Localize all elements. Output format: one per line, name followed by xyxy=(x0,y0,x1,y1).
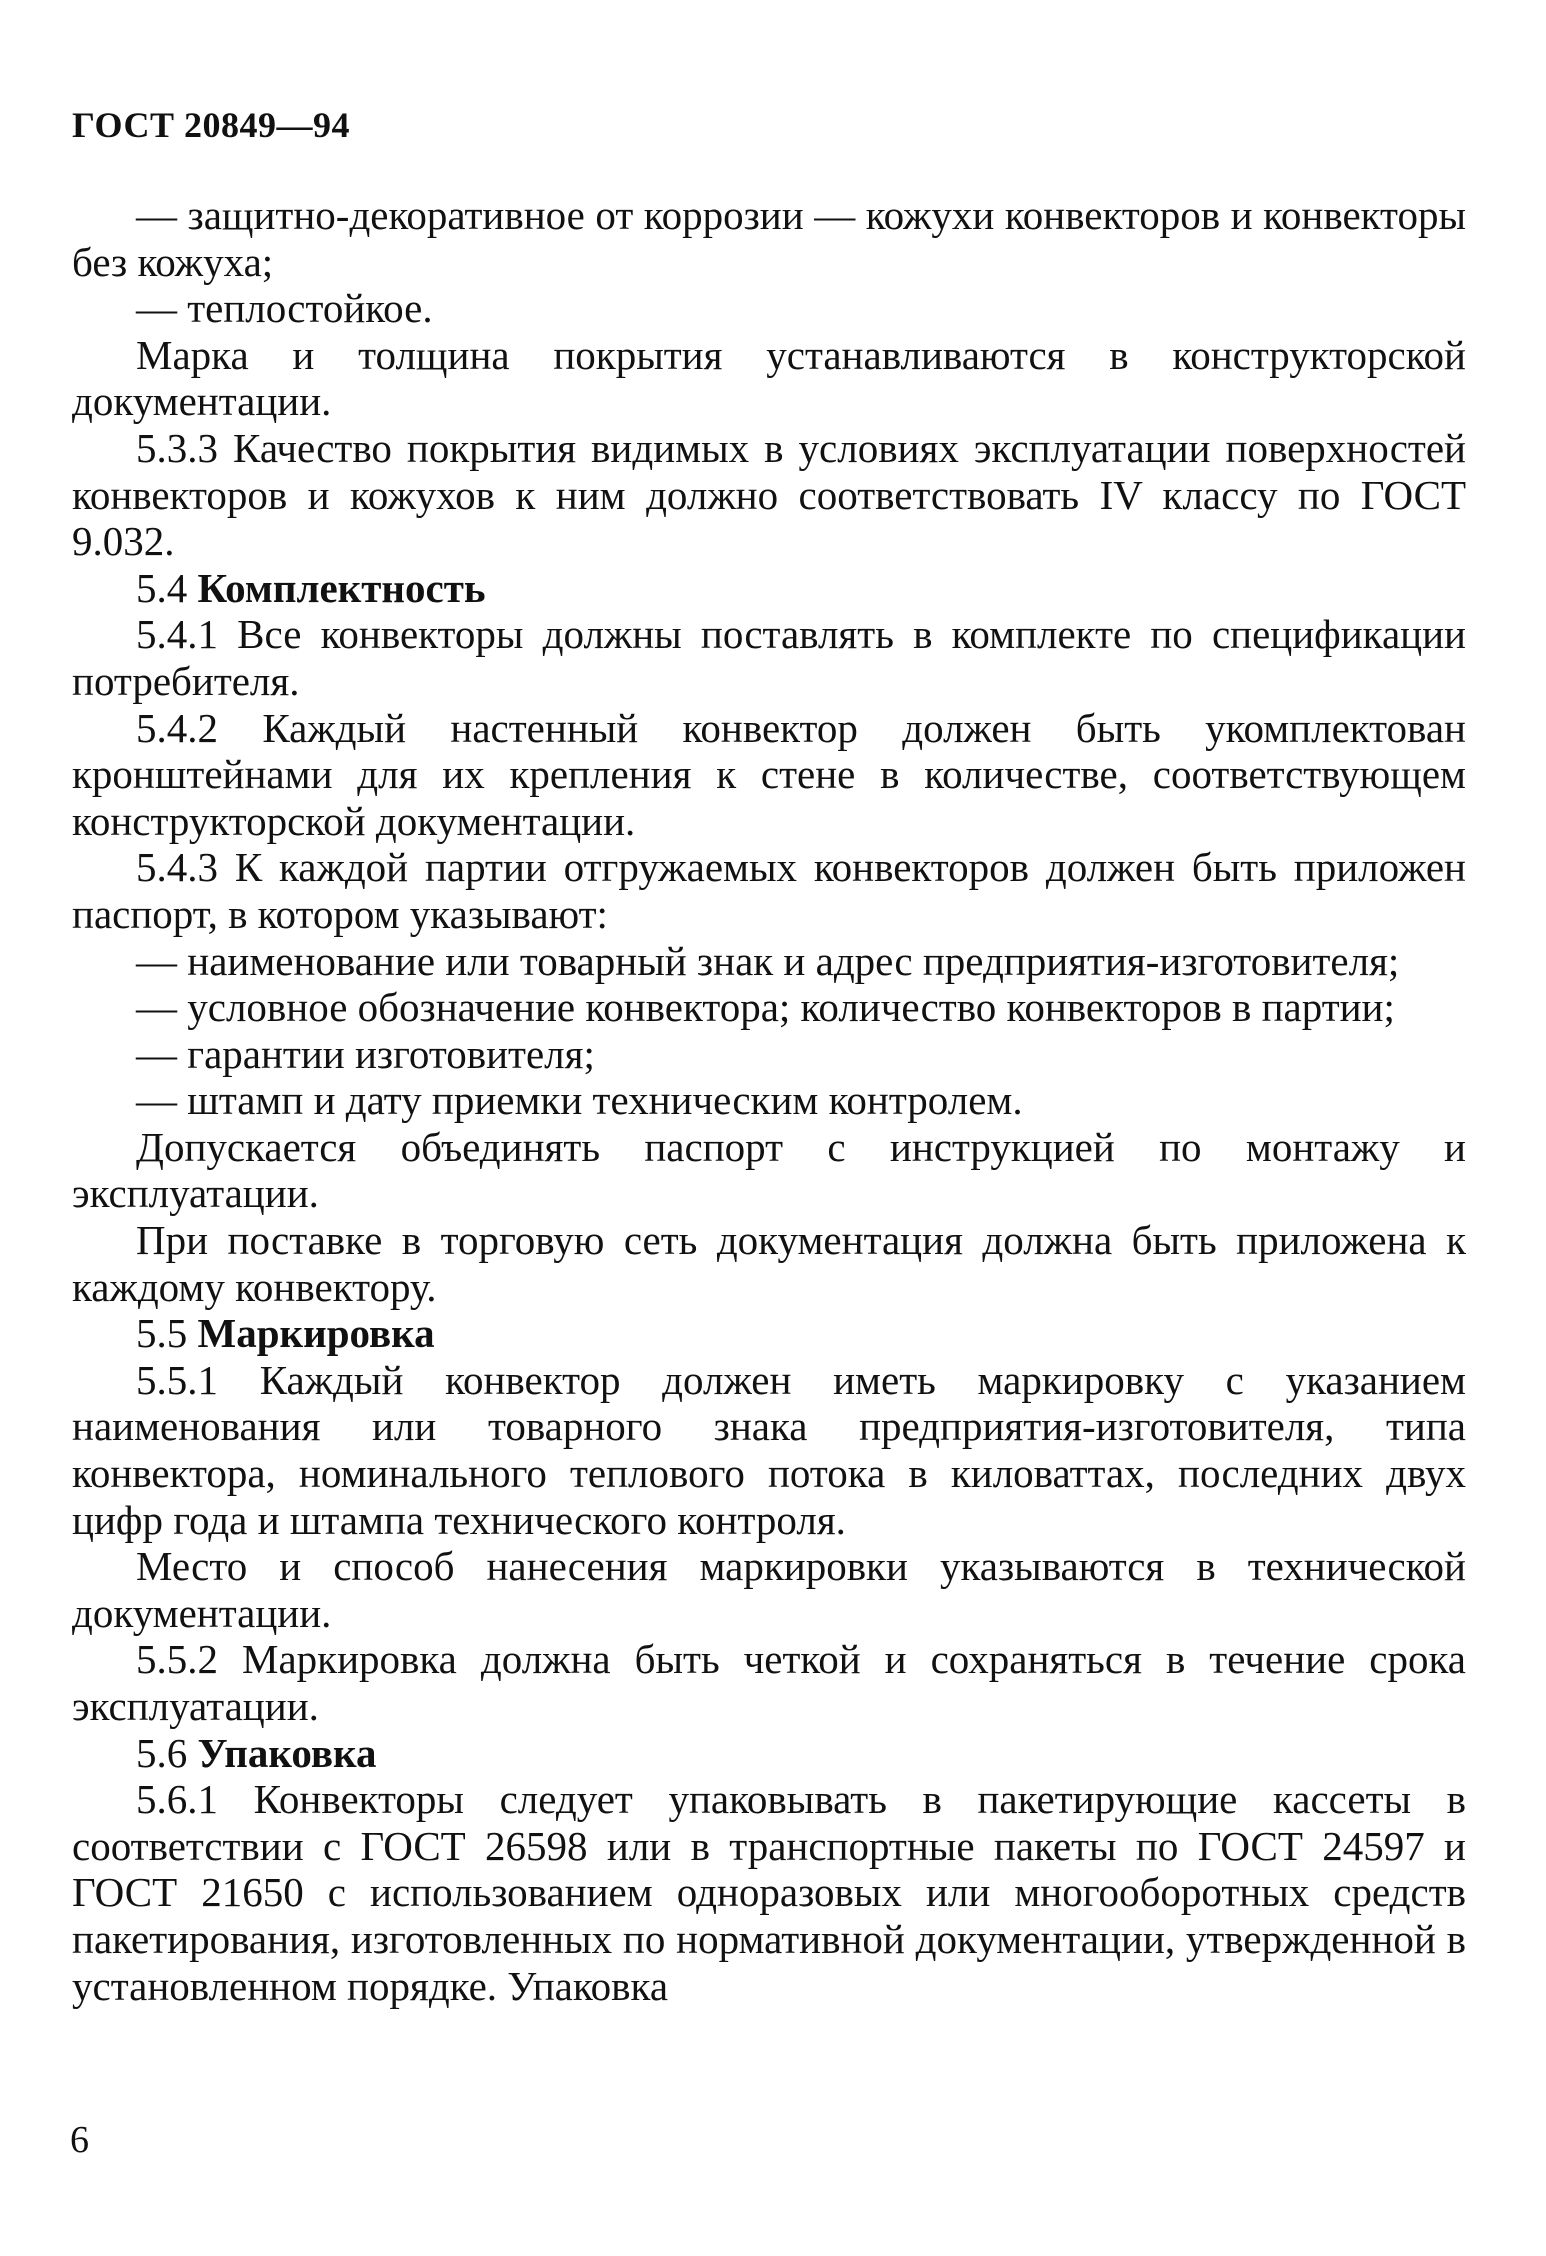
section-number: 5.4 xyxy=(136,564,188,611)
document-header: ГОСТ 20849—94 xyxy=(72,105,350,145)
paragraph: — теплостойкое. xyxy=(136,285,433,332)
section-number: 5.6 xyxy=(136,1729,188,1776)
paragraph: Место и способ нанесения маркировки указываются в технической документации. xyxy=(72,1543,1466,1636)
page-number: 6 xyxy=(70,2119,89,2161)
section-heading xyxy=(72,1310,1466,1357)
paragraph: Допускается объединять паспорт с инструкцией по монтажу и эксплуатации. xyxy=(72,1123,1466,1217)
paragraph: — наименование или товарный знак и адрес предприятия-изготовителя; xyxy=(136,937,1400,984)
paragraph: Марка и толщина покрытия устанавливаются в конструкторской документации. xyxy=(72,331,1466,425)
paragraph: — штамп и дату приемки техническим контролем. xyxy=(136,1077,1023,1124)
section-heading xyxy=(72,1730,1466,1777)
paragraph: 5.3.3 Качество покрытия видимых в условиях эксплуатации поверхностей конвекторов и кожухов к ним должно соответствовать IV классу по ГОСТ 9.032. xyxy=(72,424,1466,565)
paragraph: 5.5.2 Маркировка должна быть четкой и сохраняться в течение срока эксплуатации. xyxy=(72,1636,1466,1729)
section-heading xyxy=(72,565,1466,612)
paragraph: При поставке в торговую сеть документация должна быть приложена к каждому конвектору. xyxy=(72,1217,1466,1310)
paragraph: — условное обозначение конвектора; количество конвекторов в партии; xyxy=(136,984,1395,1031)
section-number: 5.5 xyxy=(136,1310,188,1357)
section-title: Упаковка xyxy=(197,1729,377,1776)
paragraph: 5.4.2 Каждый настенный конвектор должен быть укомплектован кронштейнами для их крепления к стене в количестве, соответствующем конструкторской документации. xyxy=(72,704,1466,844)
paragraph: — гарантии изготовителя; xyxy=(136,1030,595,1077)
paragraph: 5.6.1 Конвекторы следует упаковывать в пакетирующие кассеты в соответствии с ГОСТ 26598 или в транспортные пакеты по ГОСТ 24597 и ГОСТ 21650 с использованием одноразовых или многооборотных средств пакетирования, изготовленных по нормативной документации, утвержденной в установленном порядке. Упаковка xyxy=(72,1776,1466,2009)
paragraph: 5.4.3 К каждой партии отгружаемых конвекторов должен быть приложен паспорт, в котором указывают: xyxy=(72,844,1466,937)
paragraph: — защитно-декоративное от коррозии — кожухи конвекторов и конвекторы без кожуха; xyxy=(72,192,1466,285)
paragraph: 5.5.1 Каждый конвектор должен иметь маркировку с указанием наименования или товарного знака предприятия-изготовителя, типа конвектора, номинального теплового потока в киловаттах, последних двух цифр года и штампа технического контроля. xyxy=(72,1356,1466,1543)
document-body xyxy=(72,192,1466,2009)
section-title: Маркировка xyxy=(197,1310,435,1357)
paragraph: 5.4.1 Все конвекторы должны поставлять в комплекте по спецификации потребителя. xyxy=(72,611,1466,704)
section-title: Комплектность xyxy=(197,564,486,611)
